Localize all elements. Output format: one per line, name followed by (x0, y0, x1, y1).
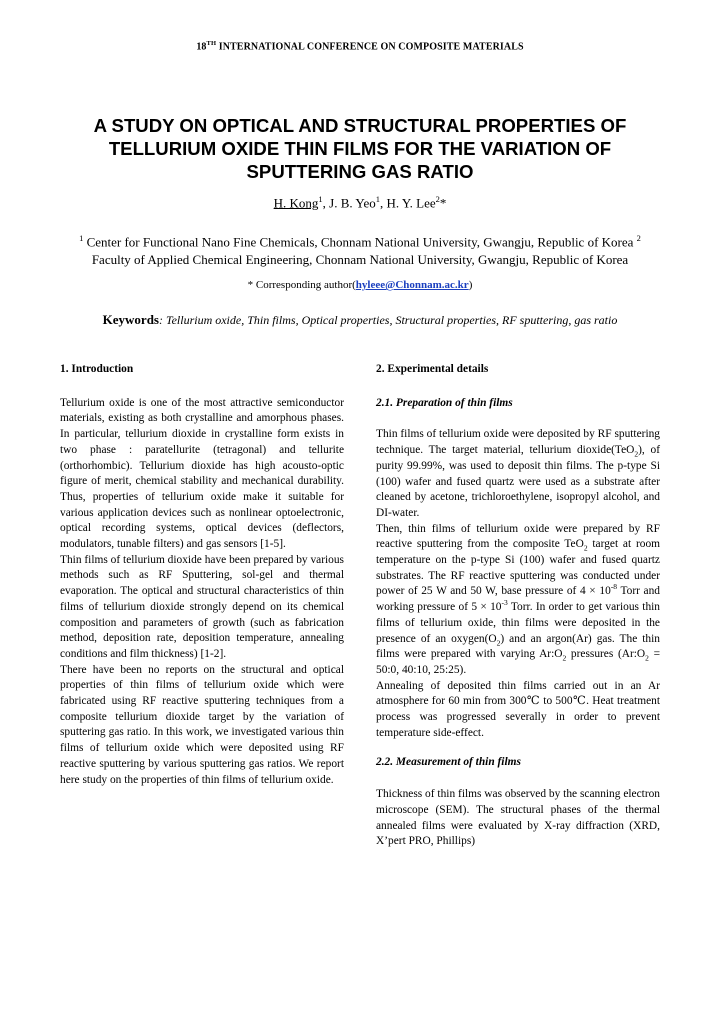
text-run: ), of purity 99.99%, was used to deposit thin films. The p-type Si (100) wafer and fused quartz were used as a substrate after cleaned by acetone, trichloroethylene, isopropyl alcohol, and DI-water. (376, 444, 660, 519)
keywords-text: : Tellurium oxide, Thin films, Optical properties, Structural properties, RF sputtering, gas ratio (159, 313, 618, 327)
superscript: -8 (610, 582, 618, 592)
conference-name: INTERNATIONAL CONFERENCE ON COMPOSITE MATERIALS (216, 41, 524, 53)
affiliations (60, 229, 660, 269)
conference-header (0, 40, 720, 52)
corresponding-author-mark: * (439, 195, 447, 211)
conference-number: 18 (196, 41, 207, 53)
subscript: 2 (496, 637, 501, 647)
keywords-label: Keywords (102, 312, 159, 327)
body-paragraph: Thickness of thin films was observed by the scanning electron microscope (SEM). The structural phases of the thermal annealed films were evaluated by X-ray diffraction (XRD, X’pert PRO, Phillips) (376, 788, 660, 848)
corresponding-email-link[interactable]: hyleee@Chonnam.ac.kr (355, 279, 469, 291)
author-affiliation-mark: 2 (435, 194, 440, 204)
subscript: 2 (645, 653, 649, 663)
author-list (0, 194, 720, 211)
text-run: Torr and working pressure of 5 × 10 (376, 585, 660, 614)
body-paragraph: There have been no reports on the structural and optical properties of thin films of tellurium oxide which were fabricated using RF reactive sputtering techniques from a composite tellurium dioxide target by the variation of sputtering gas ratio. In this work, we investigated various thin films of tellurium oxide which were deposited using RF reactive sputtering by various sputtering gas ratios. We report here study on the properties of thin films of tellurium oxide. (60, 663, 344, 786)
text-run: = 50:0, 40:10, 25:25). (376, 648, 660, 676)
author-affiliation-mark: 1 (318, 194, 323, 204)
text-run: Then, thin films of tellurium oxide were prepared by RF reactive sputtering from the composite TeO (376, 522, 660, 551)
text-run: target at room temperature on the p-type Si (100) wafer and fused quartz substrates. The RF reactive sputtering was conducted under power of 25 W and 50 W, base pressure of 4 × 10 (376, 538, 661, 598)
paper-title: A STUDY ON OPTICAL AND STRUCTURAL PROPERTIES OF TELLURIUM OXIDE THIN FILMS FOR THE VARIATION OF SPUTTERING GAS RATIO (93, 115, 627, 182)
subscript: 2 (562, 653, 567, 663)
affiliation-mark: 1 (79, 233, 84, 243)
text-run: ) and an argon(Ar) gas. The thin films were prepared with varying Ar:O (376, 632, 660, 661)
spacer (376, 741, 660, 755)
subscript: 2 (634, 449, 639, 459)
author-name: H. Kong (273, 195, 319, 211)
corresponding-suffix: ) (468, 279, 473, 291)
text-run: pressures (Ar:O (566, 648, 646, 661)
body-paragraph (376, 522, 660, 679)
body-paragraph: Tellurium oxide is one of the most attractive semiconductor materials, existing as both crystalline and amorphous phases. In particular, tellurium dioxide in crystalline form exists in two phase : paratellurite (tetragonal) and tellurite (orthorhombic). Tellurium dioxide has high acousto-optic figure of merit, chemical stability and mechanical durability. Thus, properties of tellurium oxide make it suitable for various application devices such as nonlinear optoelectronic, optical recording systems, optical devices (deflectors, modulators, tunable filters) and gas sensors [1-5]. (60, 396, 344, 551)
body-paragraph (376, 427, 660, 521)
corresponding-prefix: * Corresponding author( (247, 279, 356, 291)
section-heading-experimental: 2. Experimental details (376, 363, 489, 375)
left-column (60, 362, 344, 788)
affiliation-mark: 2 (636, 233, 641, 243)
text-run: Thin films of tellurium oxide were deposited by RF sputtering technique. The target material, tellurium dioxide(TeO (376, 428, 660, 457)
section-heading-introduction: 1. Introduction (60, 363, 134, 375)
text-run: Torr. In order to get various thin films of tellurium oxide, thin films were deposited in the presence of an oxygen(O (376, 601, 660, 645)
body-paragraph: Annealing of deposited thin films carried out in an Ar atmosphere for 60 min from 300℃ to 500℃. Heat treatment process was progressed severally in order to prevent temperature side-effect. (376, 679, 660, 739)
subscript: 2 (583, 543, 588, 553)
corresponding-author (0, 279, 720, 291)
author-affiliation-mark: 1 (375, 194, 381, 204)
author-name: , H. Y. Lee (380, 195, 436, 211)
keywords (60, 312, 660, 328)
conference-number-suffix: TH (206, 40, 217, 47)
right-column (376, 362, 660, 850)
affiliation-text: Center for Functional Nano Fine Chemicals, Chonnam National University, Gwangju, Republic of Korea (83, 234, 637, 250)
superscript: -3 (501, 598, 508, 608)
subsection-heading-preparation: 2.1. Preparation of thin films (376, 396, 513, 409)
subsection-heading-measurement: 2.2. Measurement of thin films (376, 756, 521, 769)
body-paragraph: Thin films of tellurium dioxide have been prepared by various methods such as RF Sputtering, sol-gel and thermal evaporation. The optical and structural characteristics of thin films of tellurium dioxide strongly depend on its chemical composition and parameters of growth (such as fabrication method, deposition rate, deposition temperature, annealing conditions and film thickness) [1-2]. (60, 553, 344, 660)
affiliation-text: Faculty of Applied Chemical Engineering, Chonnam National University, Gwangju, Republic of Korea (91, 252, 629, 268)
author-name: , J. B. Yeo (322, 195, 376, 211)
